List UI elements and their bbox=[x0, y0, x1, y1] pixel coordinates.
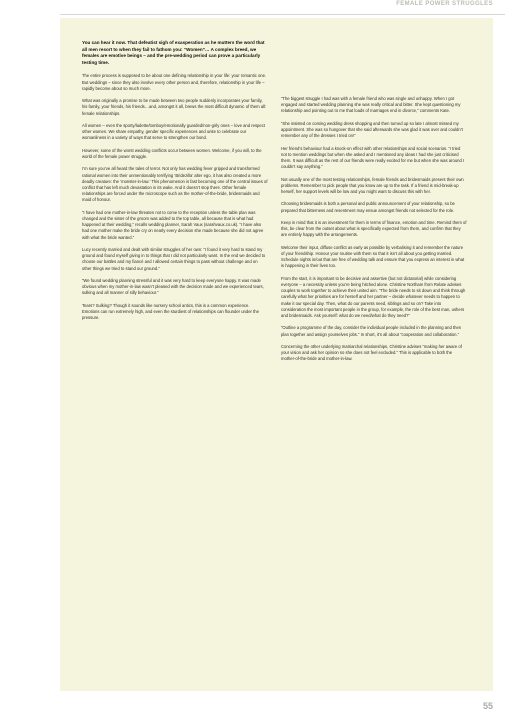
paragraph: I’m sure you’ve all heard the tales of terror. Not only has wedding fever gripped and transformed rational women into their unmentionably terrifying ‘Bridezilla’ alter ego, it has also created a more deadly creature: the ‘monster-in-law.’ This phenomenon is fast becoming one of the central issues of conflict that has left much devastation in its wake. And it doesn’t stop there. Other female relationships are forced under the microscope such as the mother-of-the-bride, bridesmaids and maid of honour. bbox=[82, 166, 268, 203]
paragraph: “I have had one mother-in-law threaten not to come to the reception unless the table plan was changed and the sister of the groom was added to the top table, all because that is what had happened at their wedding,” recalls wedding planner, Sarah Vaux (sarahvaux.co.uk). “I have also had one mother make the bride cry on nearly every decision she made because she did not agree with what the bride wanted.” bbox=[82, 209, 264, 240]
paragraph: Keep in mind that it is an investment for them in terms of finance, emotion and time. Remind them of this, be clear from the outset about what is specifically expected from them, and confirm that they are entirely happy with the arrangements. bbox=[281, 219, 467, 238]
paragraph: “Outline a programme of the day, consider the individual people included in the planning and then plan together and assign yourselves jobs.” In short, it’s all about “cooperation and collaboration.” bbox=[281, 325, 462, 337]
paragraph: However, some of the worst wedding conflicts occur between women. Welcome, if you will, to the world of the female power struggle. bbox=[82, 147, 262, 159]
left-column bbox=[82, 40, 268, 328]
page-number: 55 bbox=[482, 701, 493, 711]
paragraph: The entire process is supposed to be about one defining relationship in your life: your romantic one. But weddings – since they also involve every other person and, therefore, relationship in your life – rapidly become about so much more. bbox=[82, 73, 267, 91]
right-column bbox=[281, 96, 467, 369]
paragraph: What was originally a promise to be made between two people suddenly incorporates your family, his family, your friends, his friends…and, amongst it all, brews the most difficult dynamic of them all: female relationships. bbox=[82, 98, 267, 116]
paragraph: “The biggest struggle I had was with a female friend who was single and unhappy. When I got engaged and started wedding planning she was really critical and bitter. She kept questioning my relationship and pointing out to me that loads of marriages end in divorce,” comments Kate. bbox=[281, 96, 461, 114]
running-header: FEMALE POWER STRUGGLES bbox=[396, 1, 493, 7]
paragraph: Her friend’s behaviour had a knock-on effect with other relationships and social scenarios. “I tried not to mention weddings but when she asked and I mentioned any ideas I had she just criticised them. It was difficult as the rest of our friends were really excited for me but when she was around I couldn’t say anything.” bbox=[281, 145, 465, 170]
paragraph: All women – even the sporty/ladette/tomboy/emotionally guarded/non-girly ones – love and respect other women. We share empathy, gender specific experiences and unite to celebrate our womanliness in a variety of ways that serve to strengthen our bond. bbox=[82, 122, 265, 141]
paragraph: Choosing bridesmaids is both a personal and public announcement of your relationship, so be prepared that bitterness and resentment may ensue amongst friends not selected for the role. bbox=[281, 201, 455, 213]
paragraph: Concerning the other underlying matriarchal relationships, Christine advises “making her aware of your vision and ask her opinion so she does not feel excluded.” This is applicable to both the mother-of-the-bride and mother-in-law. bbox=[281, 343, 462, 362]
paragraph: From the start, it is important to be decisive and assertive (but not dictatorial) while considering everyone – a necessity unless you’re being hitched alone. Christine Northam from Relate advises couples to work together to achieve their united aim. “The bride needs to sit down and think through carefully what her priorities are for herself and her partner – decide whatever needs to happen to make it our special day. Then, what do our parents need, siblings and so on? Take into consideration the most important people in the group, for example, the role of the best man, ushers and bridesmaids. Ask yourself: what do we need/what do they need?” bbox=[281, 275, 466, 318]
paragraph: Lucy recently married and dealt with similar struggles of her own: “I found it very hard to stand my ground and found myself giving in to things that I did not particularly want. In the end we decided to choose our battles and my fiancé and I allowed certain things to pass without challenge and on other things we tried to stand our ground.” bbox=[82, 246, 266, 271]
article-panel bbox=[60, 18, 493, 691]
paragraph: Not usually one of the most testing relationships, female friends and bridesmaids present their own problems. Remember to pick people that you know are up to the task. If a friend is mid-break-up herself, her support levels will be low and you might want to discuss this with her. bbox=[281, 176, 464, 194]
paragraph: Welcome their input, diffuse conflict as early as possible by verbalising it and remember the nature of your friendship. Honour your routine with them so that it isn’t all about you getting married. Schedule nights in/out that are free of wedding talk and ensure that you express an interest in what is happening in their lives too. bbox=[281, 244, 465, 269]
paragraph: “We found wedding planning stressful and it was very hard to keep everyone happy. It was made obvious when my mother-in-law wasn’t pleased with the decision made and we experienced tears, sulking and all manner of silly behaviour.” bbox=[82, 277, 264, 296]
paragraph: “She insisted on coming wedding dress shopping and then turned up so late I almost missed my appointment. She was so hungover that she said afterwards she was glad it was over and couldn’t remember any of the dresses I tried on!” bbox=[281, 120, 463, 139]
intro-paragraph: You can hear it now. That defeatist sigh of exasperation as he mutters the word that all men resort to when they fail to fathom you: “Women”… A complex breed, we females are emotive beings – and the pre-wedding period can prove a particularly testing time. bbox=[82, 40, 265, 65]
header-rule bbox=[60, 14, 505, 15]
paragraph: Tears? Sulking? Though it sounds like nursery school antics, this is a common experience. Emotions can run extremely high, and even the sturdiest of relationships can flounder under the pressure. bbox=[82, 302, 259, 321]
